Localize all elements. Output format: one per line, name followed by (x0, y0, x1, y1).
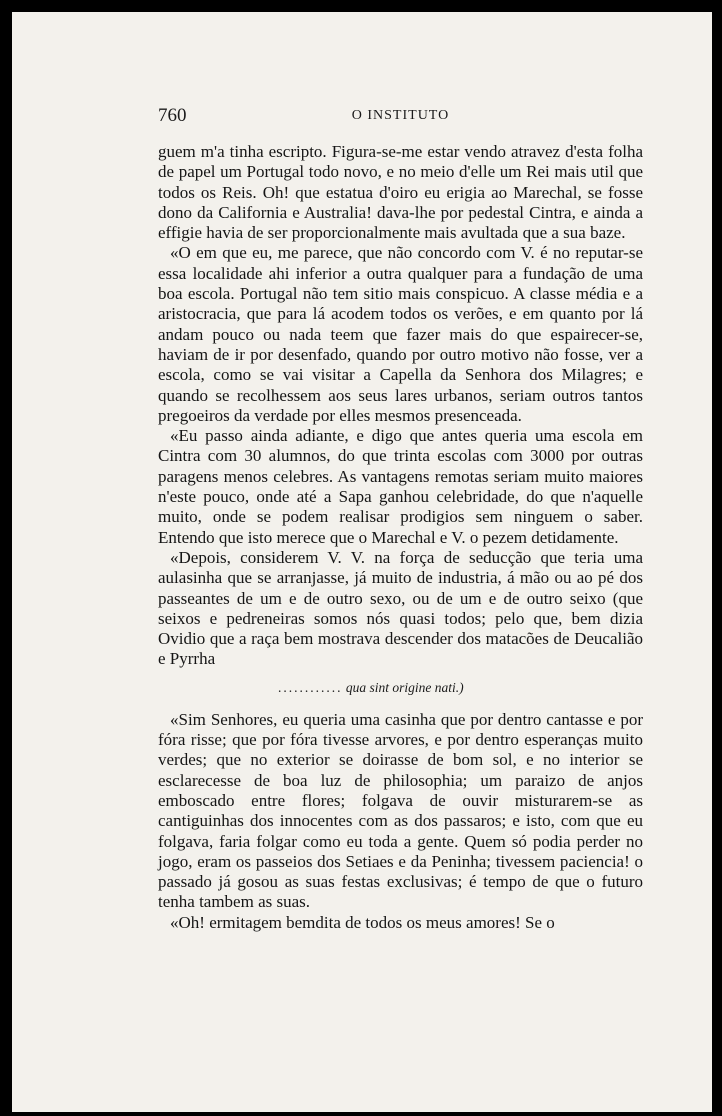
paragraph: «Depois, considerem V. V. na força de seducção que teria uma aulasinha que se arranjasse, já muito de industria, á mão ou ao pé dos passeantes de um e de outro sexo, ou de um e de outro seixo (que seixos e pedreneiras somos nós quasi todos; pelo que, bem dizia Ovidio que a raça bem mostrava descender dos matacões de Deucalião e Pyrrha (158, 547, 643, 669)
latin-quotation (158, 676, 643, 700)
paragraph: guem m'a tinha escripto. Figura-se-me estar vendo atravez d'esta folha de papel um Portugal todo novo, e no meio d'elle um Rei mais util que todos os Reis. Oh! que estatua d'oiro eu erigia ao Marechal, se fosse dono da California e Australia! dava-lhe por pedestal Cintra, e ainda a effigie havia de ser proporcionalmente mais avultada que a sua baze. (158, 142, 643, 243)
body-text (158, 142, 643, 933)
paragraph: «Oh! ermitagem bemdita de todos os meus amores! Se o (170, 912, 555, 932)
page-header (158, 105, 643, 131)
page-number: 760 (158, 105, 187, 126)
running-title: O INSTITUTO (351, 108, 450, 123)
book-page (12, 12, 712, 1112)
paragraph: «O em que eu, me parece, que não concordo com V. é no reputar-se essa localidade ahi inferior a outra qualquer para a fundação de uma boa escola. Portugal não tem sitio mais conspicuo. A classe média e a aristocracia, que para lá acodem todos os verões, e em quanto por lá andam pouco ou nada teem que fazer mais do que espairecer-se, haviam de ir por desenfado, quando por outro motivo não fosse, ver a escola, como se vai visitar a Capella da Senhora dos Milagres; e quando se recolhessem aos seus lares urbanos, seriam outros tantos pregoeiros da verdade por elles mesmos presenceada. (158, 243, 643, 425)
quotation-text: qua sint origine nati.) (345, 679, 464, 695)
paragraph: «Sim Senhores, eu queria uma casinha que por dentro cantasse e por fóra risse; que por fóra tivesse arvores, e por dentro esperanças muito verdes; que no exterior se doirasse de bom sol, e no interior se esclarecesse de boa luz de philosophia; um paraizo de anjos emboscado entre flores; folgava de ouvir misturarem-se as cantiguinhas dos innocentes com as dos passaros; e isto, com que eu folgava, faria folgar como eu toda a gente. Quem só podia perder no jogo, eram os passeios dos Setiaes e da Peninha; tivessem paciencia! o passado já gosou as suas festas exclusivas; é tempo de que o futuro tenha tambem as suas. (158, 709, 643, 912)
paragraph: «Eu passo ainda adiante, e digo que antes queria uma escola em Cintra com 30 alumnos, do que trinta escolas com 3000 por outras paragens menos celebres. As vantagens remotas seriam muito maiores n'este pouco, onde até a Sapa ganhou celebridade, do que n'aquelle muito, onde se podem realisar prodigios sem ninguem o saber. Entendo que isto merece que o Marechal e V. o pezem detidamente. (158, 426, 643, 547)
quotation-ellipsis: ............ (278, 679, 343, 695)
